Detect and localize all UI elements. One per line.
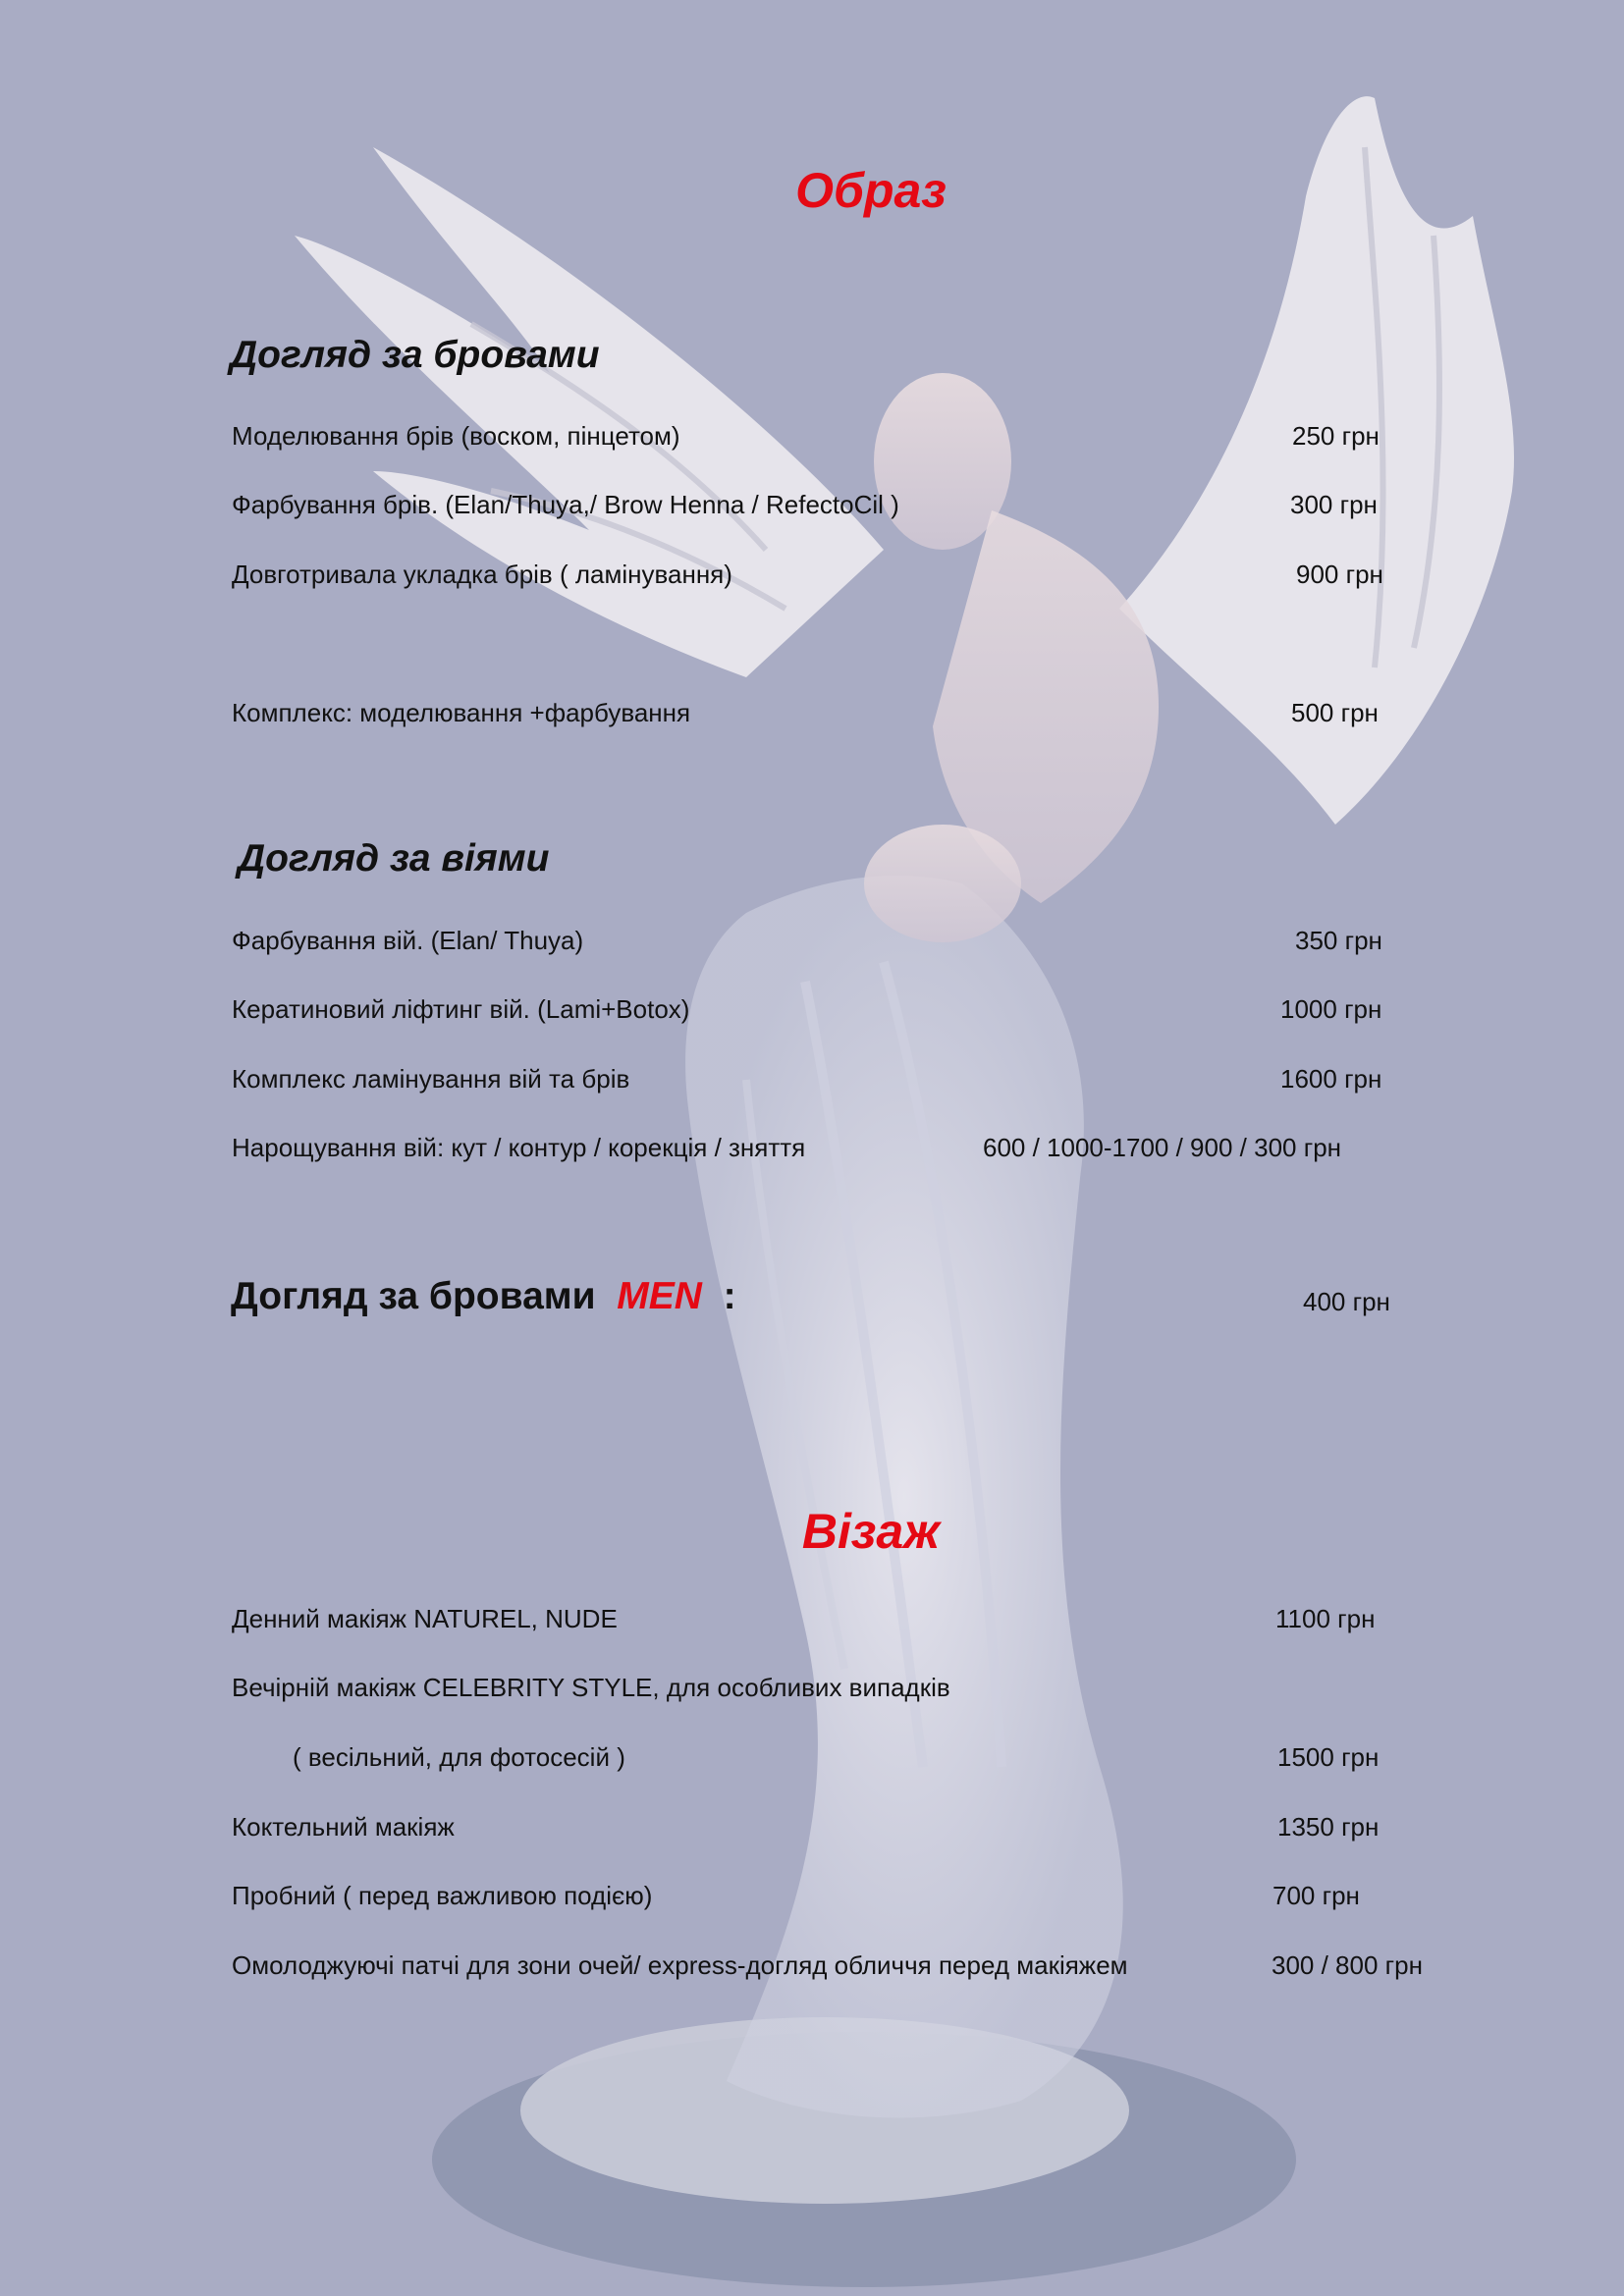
men-brows-heading bbox=[231, 1275, 736, 1318]
vizazh-item-price: 700 грн bbox=[1272, 1881, 1360, 1910]
section-vizazh-title: Візаж bbox=[801, 1504, 941, 1559]
men-accent-word: MEN bbox=[617, 1275, 702, 1317]
brows-heading: Догляд за бровами bbox=[230, 334, 600, 376]
brows-item-price: 900 грн bbox=[1296, 560, 1383, 589]
brows-item-price: 300 грн bbox=[1290, 490, 1378, 519]
lashes-item-price: 350 грн bbox=[1295, 926, 1382, 955]
vizazh-item-price: 300 / 800 грн bbox=[1272, 1950, 1423, 1980]
brows-item-name: Моделювання брів (воском, пінцетом) bbox=[232, 421, 680, 451]
vizazh-item-name: Денний макіяж NATUREL, NUDE bbox=[232, 1604, 618, 1633]
lashes-item-name: Кератиновий ліфтинг вій. (Lami+Botox) bbox=[232, 994, 690, 1024]
lashes-item-price: 1600 грн bbox=[1280, 1064, 1382, 1094]
vizazh-item-name: Вечірній макіяж CELEBRITY STYLE, для особливих випадків bbox=[232, 1673, 950, 1702]
men-brows-heading-text: Догляд за бровами bbox=[231, 1275, 596, 1317]
lashes-item-name: Нарощування вій: кут / контур / корекція / зняття bbox=[232, 1133, 806, 1162]
vizazh-item-price: 1350 грн bbox=[1277, 1812, 1380, 1842]
section-obraz-title: Образ bbox=[795, 163, 947, 218]
lashes-item-price: 600 / 1000-1700 / 900 / 300 грн bbox=[983, 1133, 1342, 1162]
brows-item-name: Довготривала укладка брів ( ламінування) bbox=[232, 560, 732, 589]
vizazh-item-price: 1100 грн bbox=[1275, 1604, 1376, 1633]
vizazh-item-name-continued: ( весільний, для фотосесій ) bbox=[293, 1742, 625, 1772]
lashes-item-price: 1000 грн bbox=[1280, 994, 1382, 1024]
vizazh-item-name: Пробний ( перед важливою подією) bbox=[232, 1881, 653, 1910]
brows-item-price: 250 грн bbox=[1292, 421, 1380, 451]
men-brows-price: 400 грн bbox=[1303, 1287, 1390, 1316]
vizazh-item-name: Коктельний макіяж bbox=[232, 1812, 455, 1842]
lashes-item-name: Фарбування вій. (Elan/ Thuya) bbox=[232, 926, 584, 955]
brows-item-name: Комплекс: моделювання +фарбування bbox=[232, 698, 691, 727]
brows-item-price: 500 грн bbox=[1291, 698, 1379, 727]
men-colon: : bbox=[723, 1275, 736, 1317]
vizazh-item-name: Омолоджуючі патчі для зони очей/ express-догляд обличчя перед макіяжем bbox=[232, 1950, 1128, 1980]
lashes-item-name: Комплекс ламінування вій та брів bbox=[232, 1064, 630, 1094]
vizazh-item-price: 1500 грн bbox=[1277, 1742, 1380, 1772]
lashes-heading: Догляд за віями bbox=[238, 837, 550, 880]
brows-item-name: Фарбування брів. (Elan/Thuya,/ Brow Henna / RefectoCil ) bbox=[232, 490, 899, 519]
